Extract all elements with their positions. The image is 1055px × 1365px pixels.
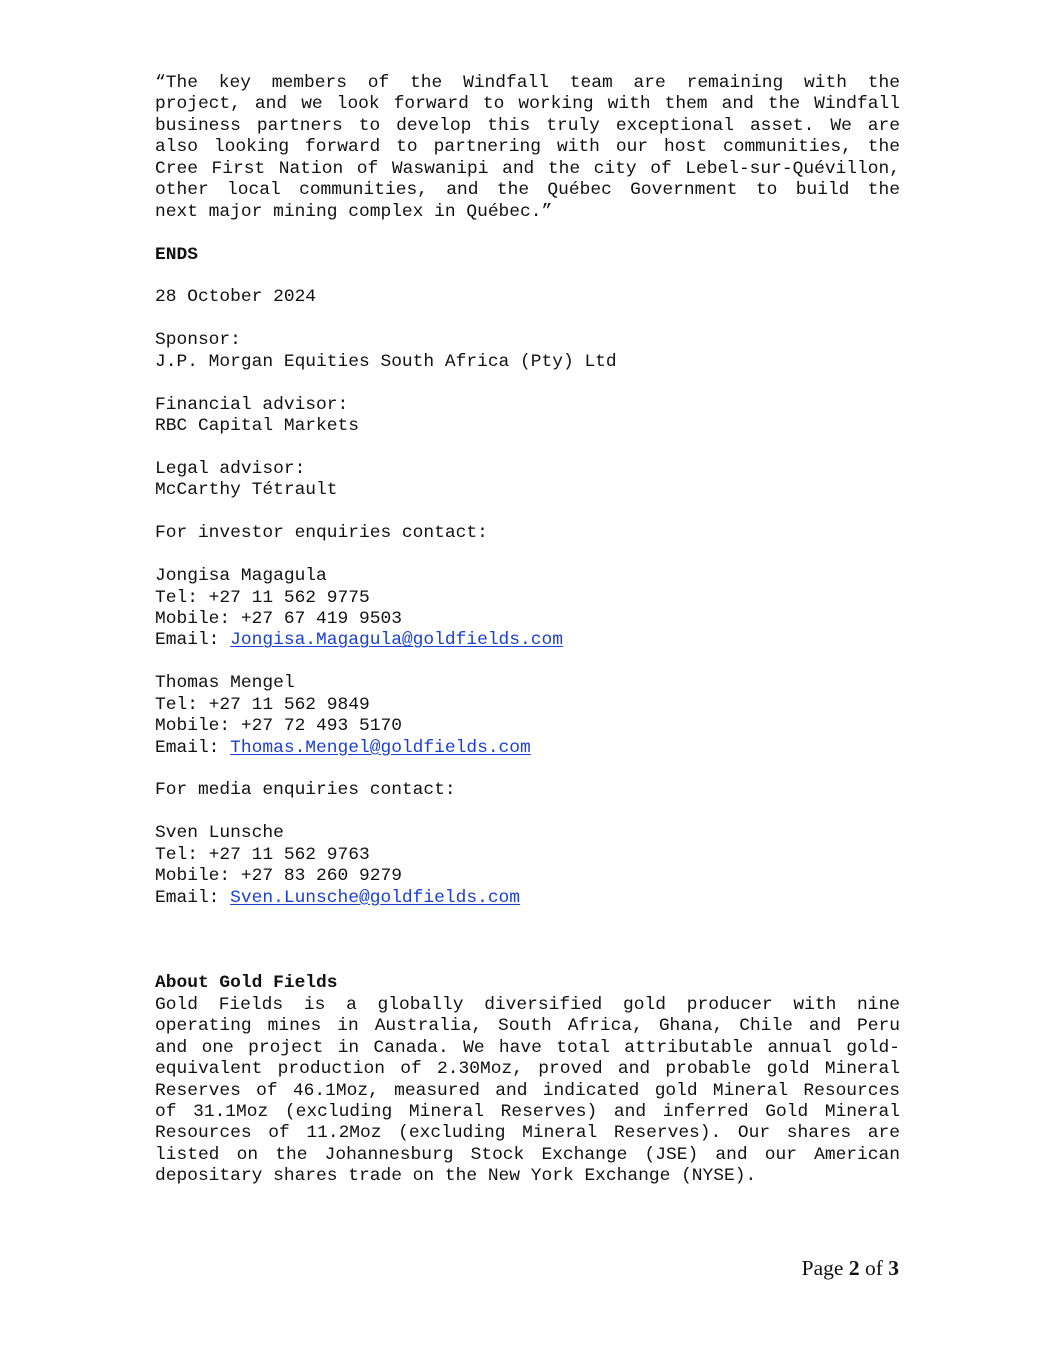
quote-line: Cree First Nation of Waswanipi and the city of Lebel-sur-Quévillon, <box>155 158 900 179</box>
about-line: Reserves of 46.1Moz, measured and indicated gold Mineral Resources <box>155 1080 900 1101</box>
legal-advisor-value: McCarthy Tétrault <box>155 480 338 501</box>
ends-marker: ENDS <box>155 244 198 265</box>
financial-advisor-label: Financial advisor: <box>155 394 349 415</box>
current-page-number: 2 <box>848 1256 860 1280</box>
quote-line: also looking forward to partnering with our host communities, the <box>155 137 900 158</box>
document-page <box>155 73 900 1188</box>
financial-advisor-value: RBC Capital Markets <box>155 416 359 436</box>
about-line: and one project in Canada. We have total attributable annual gold- <box>155 1037 900 1058</box>
contact-block-sven <box>155 823 900 909</box>
contact-email-line <box>155 630 900 651</box>
contact-mobile: Mobile: +27 67 419 9503 <box>155 608 402 629</box>
contact-name: Jongisa Magagula <box>155 566 327 587</box>
contact-tel: Tel: +27 11 562 9775 <box>155 587 370 608</box>
sponsor-label: Sponsor: <box>155 330 241 351</box>
release-date: 28 October 2024 <box>155 287 317 308</box>
investor-enquiries-heading: For investor enquiries contact: <box>155 523 488 544</box>
quote-paragraph <box>155 73 900 223</box>
about-heading: About Gold Fields <box>155 973 338 994</box>
about-line: equivalent production of 2.30Moz, proved and probable gold Mineral <box>155 1059 900 1080</box>
quote-line: next major mining complex in Québec.” <box>155 201 553 222</box>
about-line: depositary shares trade on the New York Exchange (NYSE). <box>155 1166 757 1187</box>
quote-line: business partners to develop this truly exceptional asset. We are <box>155 115 900 136</box>
contact-tel: Tel: +27 11 562 9849 <box>155 694 370 715</box>
about-line: of 31.1Moz (excluding Mineral Reserves) and inferred Gold Mineral <box>155 1102 900 1122</box>
sponsor-value: J.P. Morgan Equities South Africa (Pty) Ltd <box>155 351 617 372</box>
email-link[interactable]: Sven.Lunsche@goldfields.com <box>230 887 521 908</box>
contact-mobile: Mobile: +27 72 493 5170 <box>155 716 402 737</box>
contact-block-jongisa <box>155 566 900 652</box>
of-word: of <box>859 1256 889 1280</box>
about-line: operating mines in Australia, South Africa, Ghana, Chile and Peru <box>155 1016 900 1037</box>
about-line: listed on the Johannesburg Stock Exchange (JSE) and our American <box>155 1144 900 1165</box>
contact-name: Thomas Mengel <box>155 673 295 694</box>
media-enquiries-heading: For media enquiries contact: <box>155 780 456 801</box>
legal-advisor-label: Legal advisor: <box>155 458 306 479</box>
email-link[interactable]: Jongisa.Magagula@goldfields.com <box>230 630 563 651</box>
about-line: Gold Fields is a globally diversified gold producer with nine <box>155 994 900 1015</box>
contact-name: Sven Lunsche <box>155 823 284 844</box>
page-word: Page <box>801 1256 849 1280</box>
about-line: Resources of 11.2Moz (excluding Mineral Reserves). Our shares are <box>155 1123 900 1144</box>
contact-tel: Tel: +27 11 562 9763 <box>155 844 370 865</box>
quote-line: “The key members of the Windfall team are remaining with the <box>155 73 900 93</box>
email-link[interactable]: Thomas.Mengel@goldfields.com <box>230 737 531 758</box>
email-label: Email: <box>155 737 231 758</box>
page-number-footer <box>802 1256 899 1281</box>
total-page-number: 3 <box>888 1256 899 1280</box>
contact-email-line <box>155 738 900 759</box>
quote-line: project, and we look forward to working with them and the Windfall <box>155 94 900 115</box>
quote-line: other local communities, and the Québec Government to build the <box>155 180 900 201</box>
contact-email-line <box>155 888 900 909</box>
email-label: Email: <box>155 887 231 908</box>
email-label: Email: <box>155 630 231 651</box>
contact-block-thomas <box>155 673 900 759</box>
about-paragraph <box>155 995 900 1188</box>
contact-mobile: Mobile: +27 83 260 9279 <box>155 866 402 887</box>
